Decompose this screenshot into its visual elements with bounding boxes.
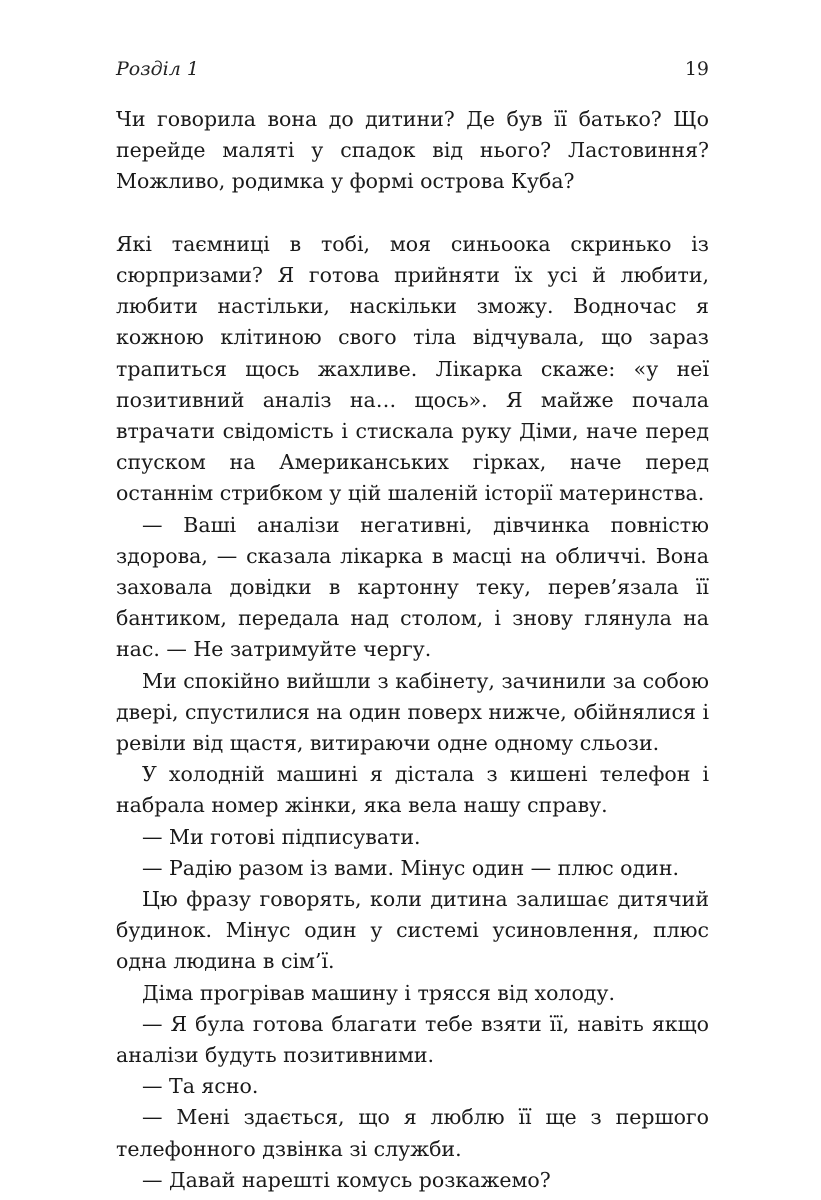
paragraph: Діма прогрівав машину і трясся від холоду.: [142, 980, 615, 1005]
dialogue-line: — Мені здається, що я люблю її ще з першого телефонного дзвінка зі служби.: [116, 1105, 709, 1161]
dialogue-line: — Та ясно.: [142, 1074, 259, 1099]
chapter-title: Розділ 1: [116, 58, 199, 80]
dialogue-line: — Ми готові підписувати.: [142, 824, 421, 849]
paragraph: Ми спокійно вийшли з кабінету, зачинили за собою двері, спустилися на один поверх нижче, обійнялися і ревіли від щастя, витираючи одне одному сльози.: [116, 668, 709, 756]
paragraph: — Ваші аналізи негативні, дівчинка повністю здорова, — сказала лікарка в масці на обличчі. Вона заховала довідки в картонну теку, перев’язала її бантиком, передала над столом, і знову глянула на нас. — Не затримуйте чергу.: [116, 512, 709, 662]
page-number: 19: [684, 58, 709, 80]
dialogue-line: — Радію разом із вами. Мінус один — плюс один.: [142, 855, 679, 880]
paragraph: У холодній машині я дістала з кишені телефон і набрала номер жінки, яка вела нашу справу.: [116, 762, 709, 818]
dialogue-line: — Давай нарешті комусь розкажемо?: [142, 1167, 551, 1192]
paragraph: Цю фразу говорять, коли дитина залишає дитячий будинок. Мінус один у системі усиновлення, плюс одна людина в сім’ї.: [116, 887, 709, 974]
paragraph: Чи говорила вона до дитини? Де був її батько? Що перейде маляті у спадок від нього? Ластовиння? Можливо, родимка у формі острова Куба?: [116, 107, 709, 194]
running-header: [116, 58, 709, 88]
paragraph: Які таємниці в тобі, моя синьоока скринько із сюрпризами? Я готова прийняти їх усі й любити, любити настільки, наскільки зможу. Водночас я кожною клітиною свого тіла відчувала, що зараз трапиться щось жахливе. Лікарка скаже: «у неї позитивний аналіз на… щось». Я майже почала втрачати свідомість і стискала руку Діми, наче перед спуском на Американських гірках, наче перед останнім стрибком у цій шаленій історії материнства.: [116, 231, 709, 506]
page-body: [116, 104, 709, 1196]
dialogue-line: — Я була готова благати тебе взяти її, навіть якщо аналізи будуть позитивними.: [116, 1011, 709, 1068]
